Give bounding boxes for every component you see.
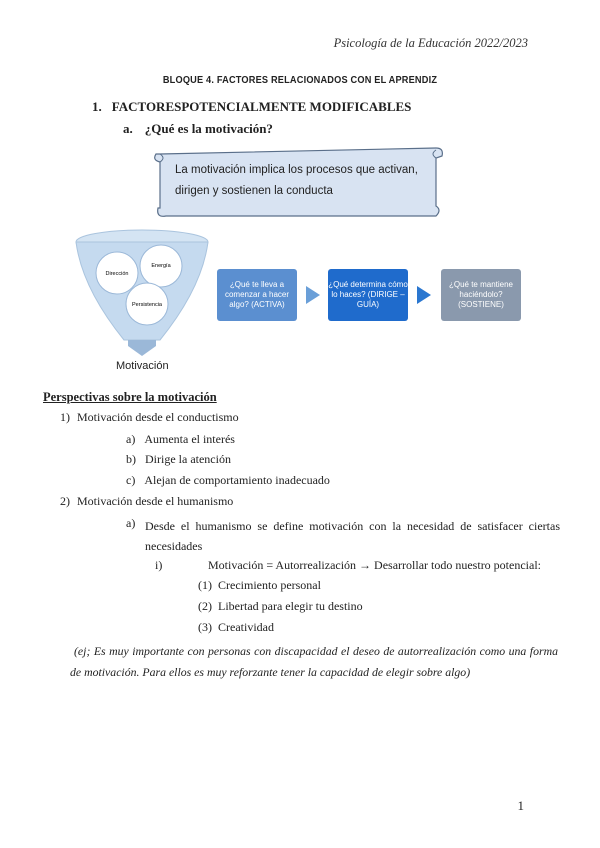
section-heading [92, 99, 411, 115]
page-number: 1 [517, 798, 524, 813]
item-number: a) [126, 432, 136, 446]
scroll-text: La motivación implica los procesos que activan, dirigen y sostienen la conducta [175, 164, 418, 197]
subsub-item-text: Motivación = Autorrealización → Desarrollar todo nuestro potencial: [208, 558, 541, 572]
list-item [198, 578, 321, 593]
circle-label-persistencia: Persistencia [132, 302, 162, 308]
list-item [60, 410, 239, 425]
item-number: b) [126, 452, 136, 466]
funnel-label: Motivación [116, 360, 169, 372]
subsection-number: a. [123, 121, 133, 136]
item-number: (2) [198, 599, 212, 613]
course-header: Psicología de la Educación 2022/2023 [333, 36, 528, 50]
subsection-title: ¿Qué es la motivación? [144, 121, 273, 136]
item-number: 1) [60, 410, 70, 424]
item-text: Alejan de comportamiento inadecuado [144, 473, 330, 487]
list-item-text: Desde el humanismo se define motivación con la necesidad de satisfacer ciertas necesidades [145, 519, 560, 553]
box-activa: ¿Qué te lleva a comenzar a hacer algo? (ACTIVA) [217, 269, 297, 321]
item-text: Crecimiento personal [218, 578, 321, 592]
item-text: Aumenta el interés [144, 432, 235, 446]
list-item [126, 432, 235, 447]
funnel-arrow [128, 340, 156, 356]
circle-label-direccion: Dirección [105, 271, 129, 277]
list-item [198, 599, 363, 614]
list-item [126, 452, 231, 467]
example-note: (ej; Es muy importante con personas con discapacidad el deseo de autorrealización como una forma de motivación. Para ellos es muy reforzante tener la capacidad de elegir sobre algo) [70, 644, 558, 679]
item-number: 2) [60, 494, 70, 508]
item-text: Motivación desde el conductismo [77, 410, 239, 424]
list-item [198, 620, 274, 635]
item-text: Dirige la atención [145, 452, 231, 466]
funnel-diagram [72, 228, 212, 358]
subsub-item-number: i) [155, 558, 163, 572]
section-number: 1. [92, 99, 102, 114]
item-number: c) [126, 473, 136, 487]
box-dirige: ¿Qué determina cómo lo haces? (DIRIGE – GUÍA) [328, 269, 408, 321]
section-title: FACTORESPOTENCIALMENTE MODIFICABLES [111, 99, 412, 114]
arrow-right-icon [306, 286, 320, 304]
item-number: (3) [198, 620, 212, 634]
item-number: (1) [198, 578, 212, 592]
item-text: Libertad para elegir tu destino [218, 599, 363, 613]
subsection-heading [123, 121, 273, 137]
circle-label-energia: Energía [151, 263, 171, 269]
item-text: Motivación desde el humanismo [77, 494, 234, 508]
list-item-num: a) [126, 516, 136, 530]
bloque-title: BLOQUE 4. FACTORES RELACIONADOS CON EL APRENDIZ [162, 75, 438, 86]
item-text: Creatividad [218, 620, 274, 634]
arrow-right-icon [417, 286, 431, 304]
list-item [60, 494, 233, 509]
perspectives-heading: Perspectivas sobre la motivación [43, 390, 217, 404]
box-sostiene: ¿Qué te mantiene haciéndolo? (SOSTIENE) [441, 269, 521, 321]
list-item [126, 473, 330, 488]
